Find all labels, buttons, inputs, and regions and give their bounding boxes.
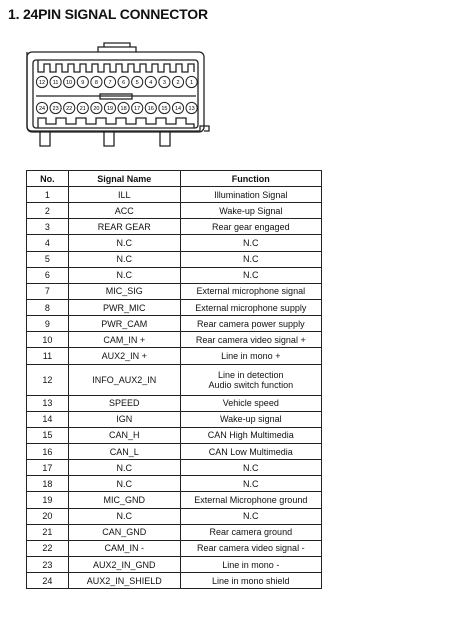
signal-name-cell: SPEED: [68, 395, 180, 411]
function-cell: [180, 460, 321, 476]
function-cell: [180, 267, 321, 283]
pin-number: 20: [93, 106, 100, 113]
signal-name-cell: AUX2_IN_GND: [68, 556, 180, 572]
function-cell: [180, 395, 321, 411]
function-cell: [180, 476, 321, 492]
function-cell: [180, 524, 321, 540]
table-row: [27, 427, 322, 443]
pin-number: 15: [161, 106, 168, 113]
function-cell: [180, 540, 321, 556]
connector-diagram: [0, 0, 453, 170]
function-line: Line in mono -: [222, 559, 280, 570]
function-line: N.C: [243, 254, 259, 265]
function-line: N.C: [243, 462, 259, 473]
function-line: External Microphone ground: [194, 494, 308, 505]
function-cell: [180, 427, 321, 443]
function-line: N.C: [243, 270, 259, 281]
signal-name-cell: MIC_SIG: [68, 283, 180, 299]
table-row: [27, 187, 322, 203]
signal-name-cell: IGN: [68, 411, 180, 427]
pin-no-cell: 4: [27, 235, 69, 251]
function-line: Rear camera ground: [209, 527, 293, 538]
function-line: External microphone signal: [196, 286, 306, 297]
function-cell: [180, 316, 321, 332]
function-cell: [180, 364, 321, 395]
pin-no-cell: 9: [27, 316, 69, 332]
pin-number: 1: [190, 80, 194, 87]
signal-name-cell: REAR GEAR: [68, 219, 180, 235]
table-row: [27, 524, 322, 540]
function-line: CAN Low Multimedia: [208, 446, 293, 457]
function-cell: [180, 203, 321, 219]
signal-name-cell: PWR_CAM: [68, 316, 180, 332]
table-row: [27, 235, 322, 251]
table-row: [27, 540, 322, 556]
pin-number: 19: [106, 106, 114, 113]
signal-name-cell: CAM_IN -: [68, 540, 180, 556]
table-row: [27, 332, 322, 348]
pin-number: 14: [174, 106, 182, 113]
signal-name-cell: N.C: [68, 476, 180, 492]
pin-no-cell: 12: [27, 364, 69, 395]
pin-no-cell: 21: [27, 524, 69, 540]
table-header-row: [27, 171, 322, 187]
pin-no-cell: 11: [27, 348, 69, 364]
table-row: [27, 395, 322, 411]
function-cell: [180, 187, 321, 203]
pin-no-cell: 7: [27, 283, 69, 299]
function-line: N.C: [243, 511, 259, 522]
signal-name-cell: MIC_GND: [68, 492, 180, 508]
pin-number: 24: [38, 106, 46, 113]
pin-number: 23: [52, 106, 59, 113]
signal-name-cell: AUX2_IN_SHIELD: [68, 573, 180, 589]
pin-no-cell: 6: [27, 267, 69, 283]
pin-no-cell: 16: [27, 443, 69, 459]
function-line: External microphone supply: [195, 302, 307, 313]
header-function: Function: [180, 171, 321, 187]
signal-name-cell: AUX2_IN +: [68, 348, 180, 364]
signal-name-cell: CAM_IN +: [68, 332, 180, 348]
function-cell: [180, 283, 321, 299]
function-cell: [180, 556, 321, 572]
header-signal-name: Signal Name: [68, 171, 180, 187]
pin-no-cell: 24: [27, 573, 69, 589]
function-line: Vehicle speed: [222, 398, 279, 409]
signal-name-cell: PWR_MIC: [68, 299, 180, 315]
function-cell: [180, 508, 321, 524]
pin-no-cell: 5: [27, 251, 69, 267]
function-cell: [180, 332, 321, 348]
function-line: Line in mono shield: [212, 575, 290, 586]
table-row: [27, 508, 322, 524]
function-line: Rear camera video signal -: [197, 543, 305, 554]
function-line: Line in mono +: [221, 350, 281, 361]
page-title: 1. 24PIN SIGNAL CONNECTOR: [8, 6, 208, 22]
function-cell: [180, 411, 321, 427]
pin-no-cell: 22: [27, 540, 69, 556]
pin-number: 11: [52, 80, 59, 87]
header-no: No.: [27, 171, 69, 187]
signal-name-cell: N.C: [68, 508, 180, 524]
pin-no-cell: 17: [27, 460, 69, 476]
pin-no-cell: 19: [27, 492, 69, 508]
pin-number: 16: [147, 106, 154, 113]
function-line: Line in detection: [218, 369, 284, 380]
table-row: [27, 348, 322, 364]
pin-number: 12: [38, 80, 46, 87]
pin-number: 18: [120, 106, 127, 113]
pin-no-cell: 3: [27, 219, 69, 235]
function-line: Rear gear engaged: [212, 221, 290, 232]
table-row: [27, 251, 322, 267]
pin-number: 6: [122, 80, 126, 87]
function-cell: [180, 348, 321, 364]
pin-number: 3: [162, 80, 166, 87]
function-cell: [180, 492, 321, 508]
pin-number: 9: [81, 80, 85, 87]
pin-no-cell: 23: [27, 556, 69, 572]
table-row: [27, 476, 322, 492]
signal-name-cell: N.C: [68, 235, 180, 251]
signal-name-cell: INFO_AUX2_IN: [68, 364, 180, 395]
pin-number: 8: [94, 80, 98, 87]
table-row: [27, 203, 322, 219]
function-cell: [180, 251, 321, 267]
pin-number: 10: [66, 80, 73, 87]
table-row: [27, 364, 322, 395]
table-row: [27, 573, 322, 589]
pin-no-cell: 2: [27, 203, 69, 219]
signal-name-cell: N.C: [68, 267, 180, 283]
pin-no-cell: 14: [27, 411, 69, 427]
pin-no-cell: 15: [27, 427, 69, 443]
function-line: Wake-up Signal: [219, 205, 283, 216]
table-row: [27, 283, 322, 299]
function-cell: [180, 443, 321, 459]
function-line: Audio switch function: [208, 379, 294, 390]
pin-number: 13: [188, 106, 195, 113]
function-line: CAN High Multimedia: [207, 430, 294, 441]
signal-name-cell: CAN_L: [68, 443, 180, 459]
signal-name-cell: ACC: [68, 203, 180, 219]
pin-no-cell: 1: [27, 187, 69, 203]
function-line: Rear camera power supply: [197, 318, 305, 329]
pin-no-cell: 10: [27, 332, 69, 348]
table-row: [27, 219, 322, 235]
function-line: Wake-up signal: [219, 414, 282, 425]
pin-no-cell: 18: [27, 476, 69, 492]
signal-name-cell: N.C: [68, 251, 180, 267]
pin-no-cell: 20: [27, 508, 69, 524]
table-row: [27, 411, 322, 427]
table-row: [27, 316, 322, 332]
signal-name-cell: ILL: [68, 187, 180, 203]
pin-no-cell: 13: [27, 395, 69, 411]
table-row: [27, 460, 322, 476]
function-cell: [180, 299, 321, 315]
table-row: [27, 443, 322, 459]
function-line: Rear camera video signal +: [195, 334, 306, 345]
pin-number: 4: [149, 80, 153, 87]
pin-number: 7: [108, 80, 112, 87]
table-row: [27, 492, 322, 508]
function-cell: [180, 219, 321, 235]
table-row: [27, 556, 322, 572]
table-row: [27, 299, 322, 315]
signal-name-cell: CAN_GND: [68, 524, 180, 540]
table-row: [27, 267, 322, 283]
pin-number: 5: [135, 80, 139, 87]
function-line: N.C: [243, 478, 259, 489]
function-line: Illumination Signal: [214, 189, 288, 200]
pin-number: 21: [79, 106, 86, 113]
function-cell: [180, 573, 321, 589]
pin-no-cell: 8: [27, 299, 69, 315]
function-cell: [180, 235, 321, 251]
pin-table: [26, 170, 322, 589]
pin-number: 22: [66, 106, 73, 113]
function-line: N.C: [243, 237, 259, 248]
pin-number: 2: [176, 80, 180, 87]
pin-number: 17: [134, 106, 141, 113]
signal-name-cell: CAN_H: [68, 427, 180, 443]
signal-name-cell: N.C: [68, 460, 180, 476]
